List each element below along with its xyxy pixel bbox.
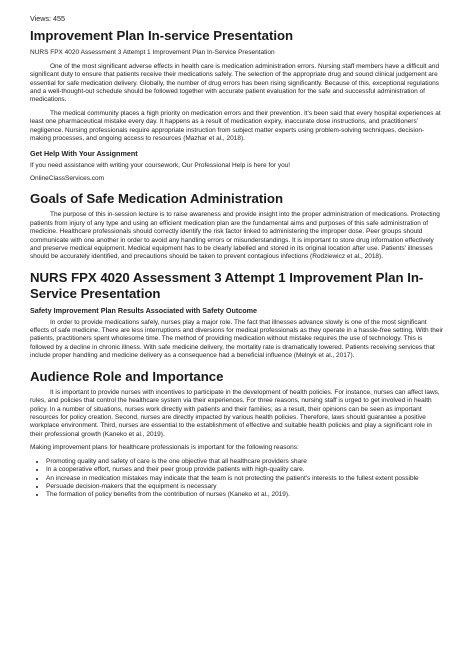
site-link[interactable]: OnlineClassServices.com (30, 175, 105, 183)
subtitle: NURS FPX 4020 Assessment 3 Attempt 1 Improvement Plan In-Service Presentation (30, 49, 275, 57)
list-item: • Persuade decision-makers that the equipment is necessary (46, 483, 444, 491)
list-item: • An increase in medication mistakes may indicate that the team is not protecting the patient's interests to the fullest extent possible (46, 475, 444, 483)
safety-paragraph: In order to provide medications safely, nurses play a major role. The fact that illnesses advance slowly is one of the most significant effects of safe medicine. There are less interruptions and diversions for medical professionals as they operate in a hassle-free setting. With their patients, practitioners spent wholesome time. The method of providing medication without mistake requires the use of technology. This is followed by a decline in chronic illness. With safe medicine delivery, the mortality rate is dramatically lowered. Patients receiving services that include proper handling and medicine delivery as a consequence had a beneficial influence (Melnyk et al., 2017). (30, 318, 444, 360)
reasons-intro: Making improvement plans for healthcare professionals is important for the following reasons: (30, 444, 299, 452)
list-item: • In a cooperative effort, nurses and their peer group provide patients with high-quality care. (46, 466, 444, 474)
help-heading: Get Help With Your Assignment (30, 148, 138, 158)
safety-heading: Safety Improvement Plan Results Associated with Safety Outcome (30, 305, 258, 315)
goals-paragraph: The purpose of this in-session lecture is to raise awareness and provide insight into the proper administration of medications. Protecting patients from injury of any type and using an efficient medication plan are the fundamental aims and purposes of this safe administration of medicine. Healthcare professionals should correctly identify the risk factor linked to administering the improper dose. Peer groups should communicate with one another in order to avoid any handling errors or misunderstandings. It is important to store drug information effectively and preserve medical equipment. Medical equipment has to be clearly labelled and stored in its original location after use. Patients' illnesses should be accurately identified, and precautions should be taken to prevent contagious infections (Rodziewicz et al., 2018). (30, 211, 440, 261)
nurs-heading: NURS FPX 4020 Assessment 3 Attempt 1 Improvement Plan In-Service Presentation (30, 269, 424, 301)
intro-paragraph-1: One of the most significant adverse effects in health care is medication administration errors. Nursing staff members have a difficult and significant duty to ensure that patients receive their medications safely. The selection of the appropriate drug and sound clinical judgement are essential for safe medication delivery. Globally, the number of drug errors has been rising significantly. Because of this, exceptional regulations and a well-thought-out schedule should be followed together with accurate patient evaluation for the safe and successful administration of medications. (30, 62, 440, 104)
page-title: Improvement Plan In-service Presentation (30, 28, 294, 44)
list-item: • Promoting quality and safety of care is the one objective that all healthcare providers share (46, 458, 444, 466)
reasons-list (30, 458, 444, 500)
audience-paragraph: It is important to provide nurses with incentives to participate in the development of health policies. For instance, nurses can affect laws, rules, and policies that control the healthcare system via their experiences. For three reasons, nursing staff is urged to get involved in health policy. In a number of situations, nurses work directly with patients and their families; as a result, their opinions can be seen as important resources for policy creation. Second, nurses are directly impacted by various health policies. Therefore, laws should guarantee a positive workplace environment. Third, nurses are essential to the establishment of effective and suitable health policies and play a significant role in their professional growth (Kaneko et al., 2019). (30, 388, 440, 438)
help-text: If you need assistance with writing your coursework, Our Professional Help is here for you! (30, 161, 291, 169)
list-item: • The formation of policy benefits from the contribution of nurses (Kaneko et al., 2019). (46, 491, 444, 499)
goals-heading: Goals of Safe Medication Administration (30, 191, 284, 207)
view-count: Views: 455 (30, 14, 66, 23)
audience-heading: Audience Role and Importance (30, 368, 224, 384)
intro-paragraph-2: The medical community places a high priority on medication errors and their prevention. It's been said that every hospital experiences at least one pharmaceutical mistake every day. It happens as a result of medication expiry, inaccurate dose instructions, and practitioners' negligence. Nursing professionals require appropriate instruction from subject matter experts using problem-solving techniques, decision-making processes, and ongoing access to resources (Mazhar et al., 2018). (30, 109, 441, 143)
